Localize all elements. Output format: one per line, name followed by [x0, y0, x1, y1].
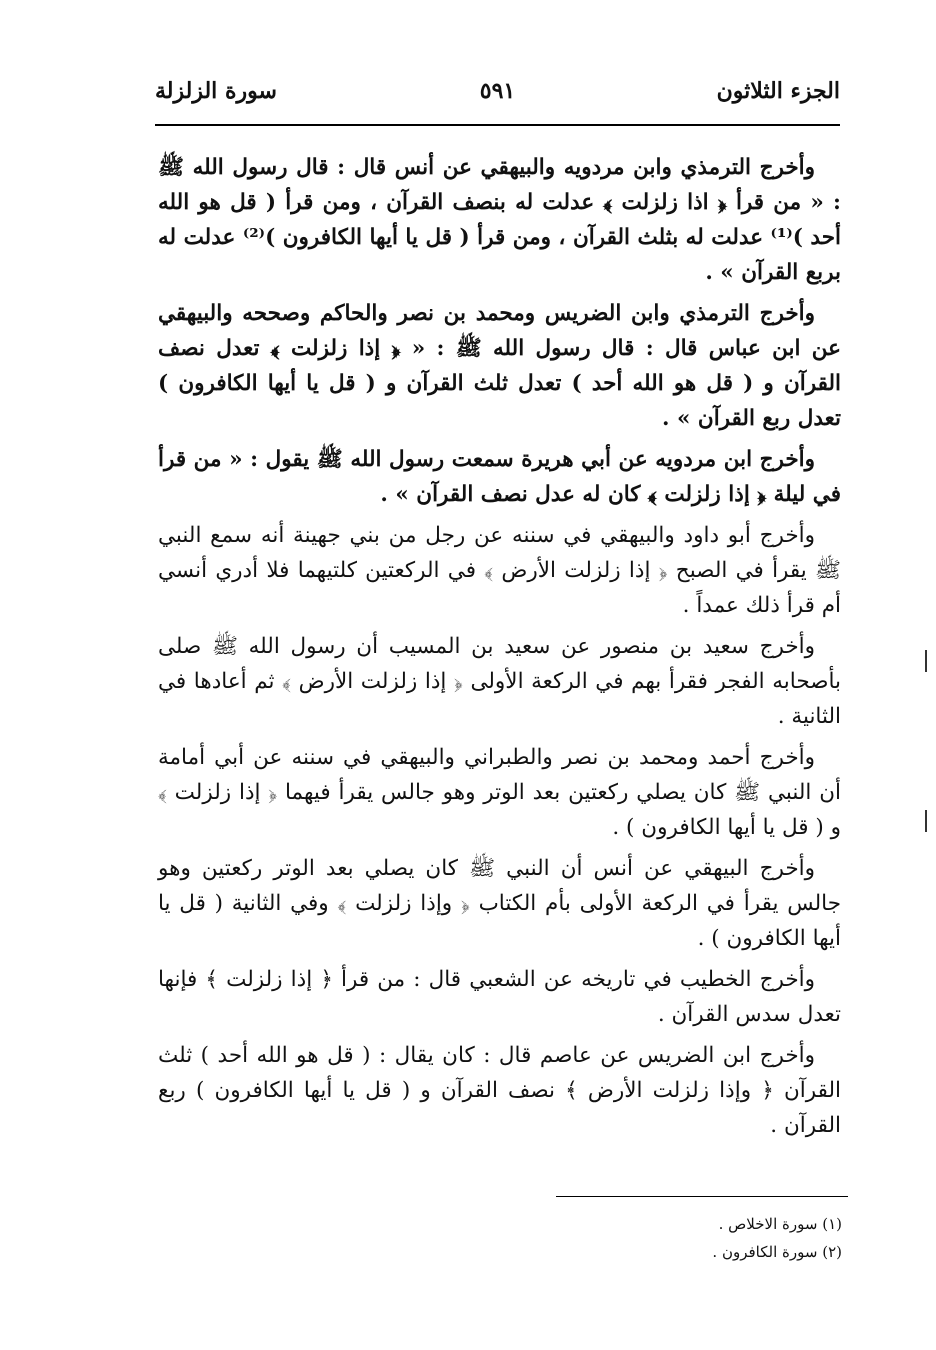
paragraph: وأخرج الترمذي وابن مردويه والبيهقي عن أنس قال : قال رسول الله ﷺ : « من قرأ ﴿ اذا زلزلت ﴾ عدلت له بنصف القرآن ، ومن قرأ ( قل هو الله أحد )⁽¹⁾ عدلت له بثلث القرآن ، ومن قرأ ( قل يا أيها الكافرون )⁽²⁾ عدلت له بربع القرآن » . [158, 155, 841, 285]
footnote-2: (٢) سورة الكافرون . [712, 1243, 842, 1261]
paragraph: وأخرج الخطيب في تاريخه عن الشعبي قال : من قرأ ﴿ إذا زلزلت ﴾ فإنها تعدل سدس القرآن . [158, 967, 841, 1027]
page-number: ٥٩١ [479, 78, 516, 104]
paragraph: وأخرج ابن الضريس عن عاصم قال : كان يقال : ( قل هو الله أحد ) ثلث القرآن ﴿ وإذا زلزلت الأرض ﴾ نصف القرآن و ( قل يا أيها الكافرون ) ربع القرآن . [158, 1043, 841, 1138]
footnote-rule [556, 1196, 848, 1197]
footnote-1: (١) سورة الاخلاص . [718, 1215, 842, 1233]
paragraph: وأخرج ابن مردويه عن أبي هريرة سمعت رسول الله ﷺ يقول : « من قرأ في ليلة ﴿ إذا زلزلت ﴾ كان له عدل نصف القرآن » . [158, 447, 841, 507]
header-rule [155, 124, 840, 126]
page-header [155, 78, 840, 122]
scan-edge-mark [925, 810, 927, 832]
paragraph: وأخرج أحمد ومحمد بن نصر والطبراني والبيهقي في سننه عن أبي أمامة أن النبي ﷺ كان يصلي ركعتين بعد الوتر وهو جالس يقرأ فيهما ﴿ إذا زلزلت ﴾ و ( قل يا أيها الكافرون ) . [158, 745, 841, 840]
paragraph: وأخرج أبو داود والبيهقي في سننه عن رجل من بني جهينة أنه سمع النبي ﷺ يقرأ في الصبح ﴿ إذا زلزلت الأرض ﴾ في الركعتين كلتيهما فلا أدري أنسي أم قرأ ذلك عمداً . [158, 523, 841, 618]
part-title: الجزء الثلاثون [716, 78, 840, 104]
paragraph: وأخرج سعيد بن منصور عن سعيد بن المسيب أن رسول الله ﷺ صلى بأصحابه الفجر فقرأ بهم في الركعة الأولى ﴿ إذا زلزلت الأرض ﴾ ثم أعادها في الثانية . [158, 634, 841, 729]
footnotes [560, 1210, 842, 1266]
scan-edge-mark [925, 650, 927, 672]
main-text [158, 150, 841, 1149]
paragraph: وأخرج البيهقي عن أنس أن النبي ﷺ كان يصلي بعد الوتر ركعتين وهو جالس يقرأ في الركعة الأولى بأم الكتاب ﴿ وإذا زلزلت ﴾ وفي الثانية ( قل يا أيها الكافرون ) . [158, 856, 841, 951]
surah-title: سورة الزلزلة [155, 78, 277, 104]
paragraph: وأخرج الترمذي وابن الضريس ومحمد بن نصر والحاكم وصححه والبيهقي عن ابن عباس قال : قال رسول الله ﷺ : « ﴿ إذا زلزلت ﴾ تعدل نصف القرآن و ( قل هو الله أحد ) تعدل ثلث القرآن و ( قل يا أيها الكافرون ) تعدل ربع القرآن » . [158, 301, 841, 431]
